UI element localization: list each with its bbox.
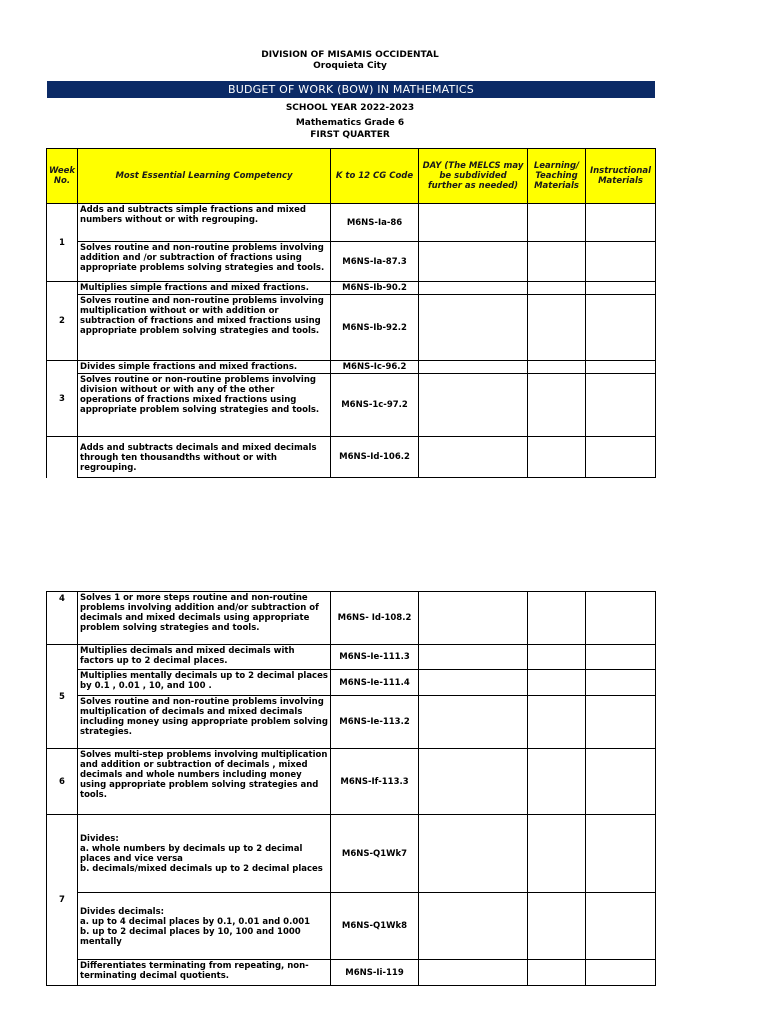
col-week: Week No. <box>47 149 78 204</box>
col-learning-materials: Learning/ Teaching Materials <box>528 149 586 204</box>
code-cell: M6NS-1c-97.2 <box>331 374 419 437</box>
competency-cell: Solves routine and non-routine problems involving multiplication of decimals and mixed decimals including money using appropriate problem solving strategies. <box>78 696 331 749</box>
instructional-cell <box>586 893 656 960</box>
code-cell: M6NS-Ie-111.3 <box>331 645 419 670</box>
competency-cell: Multiplies simple fractions and mixed fractions. <box>78 282 331 295</box>
materials-cell <box>528 437 586 478</box>
materials-cell <box>528 960 586 986</box>
col-instructional-materials: Instructional Materials <box>586 149 656 204</box>
code-cell: M6NS-Ie-113.2 <box>331 696 419 749</box>
code-cell: M6NS-If-113.3 <box>331 749 419 815</box>
materials-cell <box>528 815 586 893</box>
day-cell <box>419 374 528 437</box>
day-cell <box>419 670 528 696</box>
competency-cell: Solves 1 or more steps routine and non-routine problems involving addition and/or subtraction of decimals and mixed decimals using appropriate problem solving strategies and tools. <box>78 592 331 645</box>
competency-cell: Adds and subtracts decimals and mixed decimals through ten thousandths without or with regrouping. <box>78 437 331 478</box>
code-cell: M6NS-Ia-86 <box>331 204 419 242</box>
materials-cell <box>528 204 586 242</box>
competency-cell: Adds and subtracts simple fractions and mixed numbers without or with regrouping. <box>78 204 331 242</box>
materials-cell <box>528 670 586 696</box>
code-cell: M6NS-Ii-119 <box>331 960 419 986</box>
competency-cell: Solves routine and non-routine problems involving addition and /or subtraction of fractions using appropriate problems solving strategies and tools. <box>78 242 331 282</box>
competency-cell: Differentiates terminating from repeating, non-terminating decimal quotients. <box>78 960 331 986</box>
day-cell <box>419 437 528 478</box>
materials-cell <box>528 242 586 282</box>
competency-line: a. whole numbers by decimals up to 2 decimal places and vice versa <box>80 844 303 864</box>
instructional-cell <box>586 437 656 478</box>
instructional-cell <box>586 645 656 670</box>
competency-cell <box>78 815 331 893</box>
day-cell <box>419 295 528 361</box>
week-cell: 7 <box>47 815 78 986</box>
competency-cell: Solves routine or non-routine problems involving division without or with any of the other operations of fractions mixed fractions using appropriate problem solving strategies and tools. <box>78 374 331 437</box>
competency-cell: Multiplies mentally decimals up to 2 decimal places by 0.1 , 0.01 , 10, and 100 . <box>78 670 331 696</box>
document-title: BUDGET OF WORK (BOW) IN MATHEMATICS <box>47 81 655 98</box>
day-cell <box>419 960 528 986</box>
instructional-cell <box>586 374 656 437</box>
competency-cell: Solves routine and non-routine problems involving multiplication without or with addition or subtraction of fractions and mixed fractions using appropriate problem solving strategies and tools. <box>78 295 331 361</box>
materials-cell <box>528 374 586 437</box>
instructional-cell <box>586 204 656 242</box>
subject: Mathematics Grade 6 <box>295 118 405 128</box>
instructional-cell <box>586 282 656 295</box>
instructional-cell <box>586 749 656 815</box>
col-competency: Most Essential Learning Competency <box>78 149 331 204</box>
instructional-cell <box>586 960 656 986</box>
week-cell: 1 <box>47 204 78 282</box>
instructional-cell <box>586 295 656 361</box>
competency-cell: Multiplies decimals and mixed decimals with factors up to 2 decimal places. <box>78 645 331 670</box>
week-cell: 4 <box>47 592 78 645</box>
competency-line: Divides decimals: <box>80 906 165 917</box>
budget-table-page1 <box>46 148 656 478</box>
week-cell: 2 <box>47 282 78 361</box>
school-year: SCHOOL YEAR 2022-2023 <box>285 103 415 113</box>
day-cell <box>419 696 528 749</box>
week-cell: 3 <box>47 361 78 437</box>
materials-cell <box>528 893 586 960</box>
col-day: DAY (The MELCS may be subdivided further as needed) <box>419 149 528 204</box>
code-cell: M6NS-Ib-92.2 <box>331 295 419 361</box>
budget-table-page2 <box>46 591 656 986</box>
col-code: K to 12 CG Code <box>331 149 419 204</box>
competency-cell: Solves multi-step problems involving multiplication and addition or subtraction of decimals , mixed decimals and whole numbers including money using appropriate problem solving strategies and tools. <box>78 749 331 815</box>
competency-line: b. up to 2 decimal places by 10, 100 and 1000 mentally <box>80 926 301 947</box>
day-cell <box>419 749 528 815</box>
day-cell <box>419 893 528 960</box>
day-cell <box>419 282 528 295</box>
day-cell <box>419 361 528 374</box>
competency-line: Divides: <box>80 834 119 844</box>
code-cell: M6NS-Ie-111.4 <box>331 670 419 696</box>
instructional-cell <box>586 592 656 645</box>
day-cell <box>419 815 528 893</box>
day-cell <box>419 592 528 645</box>
day-cell <box>419 204 528 242</box>
code-cell: M6NS-Ic-96.2 <box>331 361 419 374</box>
quarter: FIRST QUARTER <box>310 130 390 140</box>
week-cell: 6 <box>47 749 78 815</box>
code-cell: M6NS-Q1Wk7 <box>331 815 419 893</box>
materials-cell <box>528 696 586 749</box>
competency-cell <box>78 893 331 960</box>
instructional-cell <box>586 670 656 696</box>
code-cell: M6NS-Q1Wk8 <box>331 893 419 960</box>
materials-cell <box>528 645 586 670</box>
competency-line: b. decimals/mixed decimals up to 2 decimal places <box>80 864 323 874</box>
instructional-cell <box>586 815 656 893</box>
week-cell <box>47 437 78 478</box>
day-cell <box>419 242 528 282</box>
week-cell: 5 <box>47 645 78 749</box>
instructional-cell <box>586 361 656 374</box>
materials-cell <box>528 361 586 374</box>
competency-cell: Divides simple fractions and mixed fractions. <box>78 361 331 374</box>
division-name: DIVISION OF MISAMIS OCCIDENTAL <box>261 50 439 60</box>
code-cell: M6NS- Id-108.2 <box>331 592 419 645</box>
code-cell: M6NS-Ib-90.2 <box>331 282 419 295</box>
day-cell <box>419 645 528 670</box>
instructional-cell <box>586 696 656 749</box>
materials-cell <box>528 592 586 645</box>
materials-cell <box>528 282 586 295</box>
city-name: Oroquieta City <box>313 61 387 71</box>
instructional-cell <box>586 242 656 282</box>
materials-cell <box>528 749 586 815</box>
competency-line: a. up to 4 decimal places by 0.1, 0.01 and 0.001 <box>80 916 311 927</box>
materials-cell <box>528 295 586 361</box>
code-cell: M6NS-Id-106.2 <box>331 437 419 478</box>
code-cell: M6NS-Ia-87.3 <box>331 242 419 282</box>
